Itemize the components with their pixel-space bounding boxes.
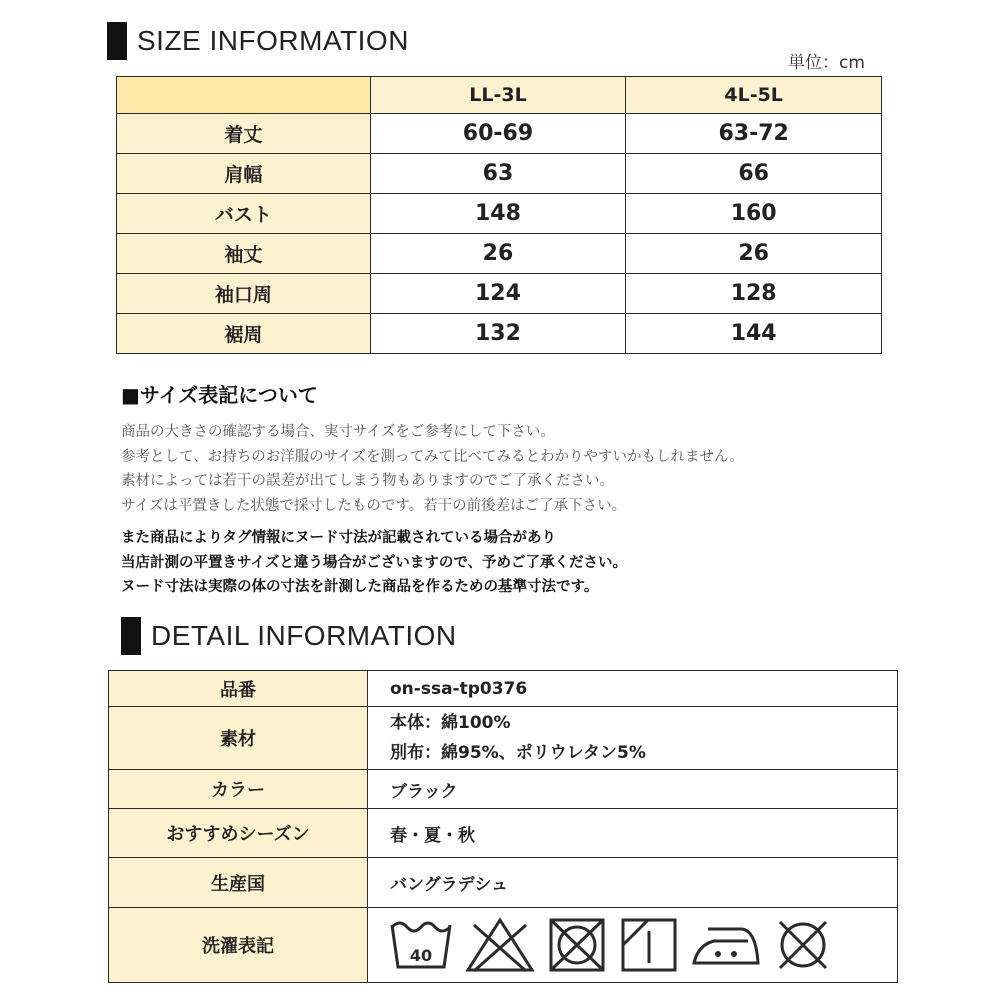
origin-value: バングラデシュ — [368, 858, 898, 908]
note-line: 素材によっては若干の誤差が出てしまう物もありますのでご了承ください。 — [121, 473, 614, 489]
size-value: 26 — [626, 234, 882, 274]
row-label: 袖口周 — [117, 274, 371, 314]
row-label: カラー — [109, 770, 368, 809]
no-bleach-icon — [464, 915, 536, 975]
material-line: 別布：綿95%、ポリウレタン5% — [390, 743, 646, 763]
size-table-corner — [117, 77, 371, 114]
product-number-value: on-ssa-tp0376 — [368, 671, 898, 707]
table-row — [109, 858, 898, 908]
row-label: 品番 — [109, 671, 368, 707]
row-label: おすすめシーズン — [109, 809, 368, 858]
note-line: 商品の大きさの確認する場合、実寸サイズをご参考にして下さい。 — [121, 424, 555, 440]
detail-table — [108, 670, 898, 983]
table-row — [117, 114, 882, 154]
size-notes-bold — [121, 526, 627, 600]
size-value: 66 — [626, 154, 882, 194]
row-label: 素材 — [109, 707, 368, 770]
table-row — [109, 707, 898, 770]
size-value: 132 — [370, 314, 626, 354]
iron-medium-icon — [690, 915, 762, 975]
note-line: 当店計測の平置きサイズと違う場合がございますので、予めご了承ください。 — [121, 554, 628, 571]
size-column-header: LL-3L — [370, 77, 626, 114]
row-label: 裾周 — [117, 314, 371, 354]
table-row — [109, 671, 898, 707]
line-dry-shade-icon — [618, 915, 680, 975]
size-section-title: SIZE INFORMATION — [137, 25, 409, 56]
size-notes-title: ■サイズ表記について — [121, 383, 318, 407]
material-line: 本体：綿100% — [390, 713, 511, 733]
table-row — [109, 770, 898, 809]
row-label: 洗濯表記 — [109, 908, 368, 983]
table-row — [117, 314, 882, 354]
size-value: 63 — [370, 154, 626, 194]
material-value — [368, 707, 898, 770]
note-line: サイズは平置きした状態で採寸したものです。若干の前後差はご了承下さい。 — [121, 497, 627, 514]
row-label: 肩幅 — [117, 154, 371, 194]
svg-text:40: 40 — [409, 946, 433, 965]
season-value: 春・夏・秋 — [368, 809, 898, 858]
row-label: 生産国 — [109, 858, 368, 908]
care-symbols — [368, 908, 898, 983]
size-table — [116, 76, 882, 354]
size-notes — [121, 420, 744, 518]
note-line: 参考として、お持ちのお洋服のサイズを測ってみて比べてみるとわかりやすいかもしれません。 — [121, 448, 744, 465]
table-row — [109, 908, 898, 983]
table-row — [117, 274, 882, 314]
row-label: バスト — [117, 194, 371, 234]
table-row — [109, 809, 898, 858]
size-value: 160 — [626, 194, 882, 234]
size-section-header — [107, 22, 409, 60]
detail-section-title: DETAIL INFORMATION — [151, 620, 457, 651]
size-value: 26 — [370, 234, 626, 274]
note-line: ヌード寸法は実際の体の寸法を計測した商品を作るための基準寸法です。 — [121, 579, 599, 595]
size-value: 63-72 — [626, 114, 882, 154]
table-row — [117, 194, 882, 234]
section-marker — [107, 22, 127, 60]
detail-section-header — [121, 617, 457, 655]
size-table-header-row — [117, 77, 882, 114]
size-value: 124 — [370, 274, 626, 314]
no-tumble-dry-icon — [546, 915, 608, 975]
size-value: 128 — [626, 274, 882, 314]
no-dry-clean-icon — [772, 915, 834, 975]
care-icons-row — [384, 915, 897, 975]
table-row — [117, 154, 882, 194]
section-marker — [121, 617, 141, 655]
size-value: 144 — [626, 314, 882, 354]
size-column-header: 4L-5L — [626, 77, 882, 114]
size-value: 60-69 — [370, 114, 626, 154]
row-label: 袖丈 — [117, 234, 371, 274]
row-label: 着丈 — [117, 114, 371, 154]
size-value: 148 — [370, 194, 626, 234]
unit-label: 単位：cm — [788, 53, 865, 73]
note-line: また商品によりタグ情報にヌード寸法が記載されている場合があり — [121, 530, 556, 546]
color-value: ブラック — [368, 770, 898, 809]
wash-40-icon — [388, 915, 454, 975]
table-row — [117, 234, 882, 274]
